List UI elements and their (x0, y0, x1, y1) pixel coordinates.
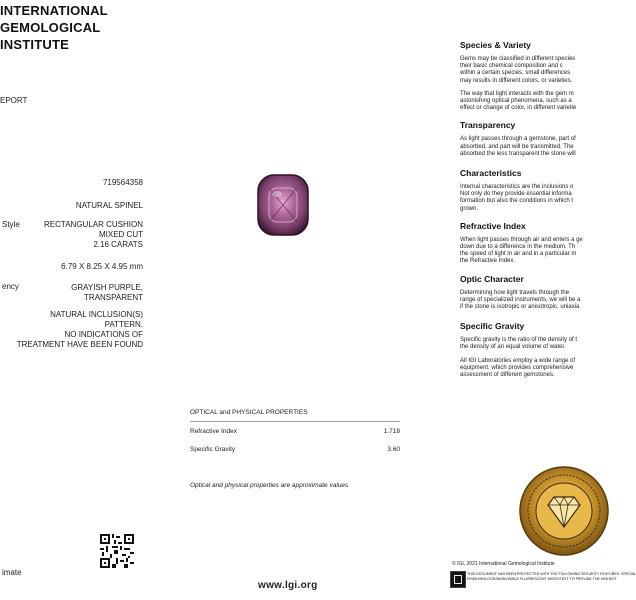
refractive-index-label: Refractive Index (190, 428, 237, 435)
igi-seal-icon (518, 465, 600, 557)
section-line: range of specialized instruments, we will be a (460, 296, 581, 303)
report-label: EPORT (0, 96, 28, 105)
section-line: Internal characteristics are the inclusions o (460, 184, 574, 191)
title-line-2: GEMOLOGICAL (0, 20, 101, 35)
approximate-note: Optical and physical properties are approximate values (190, 482, 349, 489)
qr-code-icon (100, 534, 134, 568)
properties-divider (190, 421, 400, 422)
label-transparency: ency (2, 282, 19, 291)
section-heading: Refractive Index (460, 220, 526, 231)
comment-line-1: NATURAL INCLUSION(S) (50, 310, 143, 319)
section-line: within a certain species, small differences (460, 70, 571, 77)
section-line: Not only do they provide essential informa (460, 191, 572, 198)
comments-value (10, 310, 143, 350)
refractive-index-value: 1.718 (383, 428, 400, 435)
color-value (20, 283, 143, 303)
section-heading: Specific Gravity (460, 321, 525, 332)
section-line: Specific gravity is the ratio of the density of t (460, 337, 578, 344)
section-line: absorbed, and part will be transmitted. The (460, 143, 574, 150)
properties-heading: OPTICAL and PHYSICAL PROPERTIES (190, 409, 308, 416)
section-line: equipment, which provides comprehensive (460, 364, 574, 371)
section-line: the speed of light in air and in a particular m (460, 251, 577, 258)
section-optic-character (460, 274, 600, 312)
section-line: absorbed the less transparent the stone will (460, 150, 576, 157)
section-line: As light passes through a gemstone, part of (460, 136, 576, 143)
section-heading: Species & Variety (460, 40, 531, 50)
shape-line-1: RECTANGULAR CUSHION (44, 220, 143, 229)
section-line: the Refractive Index. (460, 258, 516, 265)
shape-value (20, 220, 143, 240)
security-hologram-icon (450, 571, 466, 588)
comment-line-3: NO INDICATIONS OF (64, 330, 143, 339)
copyright: © IGI, 2021 International Gemological Institute (452, 561, 555, 567)
section-line: formation but also the conditions in which t (460, 198, 574, 205)
section-line: grown. (460, 205, 479, 212)
section-line: Gems may be classified in different species (460, 56, 576, 62)
section-refractive-index (460, 221, 600, 266)
section-line: down due to a difference in the medium. Th (460, 244, 576, 251)
security-fine-print (467, 572, 636, 582)
measurements-value: 6.79 X 8.25 X 4.95 mm (61, 262, 143, 271)
section-line: assessment of different gemstones. (460, 372, 555, 379)
section-line: the density of an equal volume of water. (460, 344, 566, 351)
section-line: The way that light interacts with the gem m (460, 90, 574, 97)
section-heading: Optic Character (460, 273, 524, 284)
section-line: their basic chemical composition and c (460, 63, 563, 70)
title-line-1: INTERNATIONAL (0, 3, 108, 18)
comment-line-4: TREATMENT HAVE BEEN FOUND (16, 340, 143, 349)
label-style: Style (2, 220, 20, 229)
section-heading: Transparency (460, 120, 516, 131)
color-line-1: GRAYISH PURPLE, (71, 283, 143, 292)
institute-title (0, 2, 108, 53)
info-column (460, 40, 600, 379)
shape-line-2: MIXED CUT (99, 230, 143, 239)
section-transparency (460, 120, 600, 158)
section-line: Determining how light travels through the (460, 289, 570, 296)
color-line-2: TRANSPARENT (84, 293, 143, 302)
specific-gravity-label: Specific Gravity (190, 446, 236, 453)
specific-gravity-value: 3.60 (387, 446, 400, 453)
website-url[interactable]: www.lgi.org (258, 580, 318, 591)
label-estimate: imate (2, 568, 22, 577)
section-characteristics (460, 168, 600, 213)
fine-print-line-2: FINISH/HOLOGRAM/INVISIBLE FLUORESCENT MICROTEXT TO PROVIDE THE HIGHEST (467, 577, 617, 581)
section-species-variety (460, 40, 600, 112)
section-line: if the stone is isotropic or anisotropic, uniaxia (460, 304, 580, 311)
comment-line-2: PATTERN. (104, 320, 143, 329)
section-heading: Characteristics (460, 168, 522, 179)
section-line: astonishing optical phenomena, such as a (460, 98, 572, 105)
section-line: When light passes through air and enters a ge (460, 236, 583, 243)
title-line-3: INSTITUTE (0, 37, 69, 52)
fine-print-line-1: THIS DOCUMENT HAS BEEN PROTECTED WITH THE FOLLOWING SECURITY FEATURES: SPECIAL (467, 572, 636, 576)
section-specific-gravity (460, 321, 600, 379)
section-line: effect or change of color, in different varietie (460, 105, 577, 112)
gem-photo (255, 172, 311, 238)
weight-value: 2.16 CARATS (93, 240, 143, 249)
species-value: NATURAL SPINEL (75, 201, 143, 210)
report-number: 719564358 (102, 178, 143, 187)
section-line: may results in different colors, or varieties. (460, 77, 573, 84)
section-line: All IGI Laboratories employ a wide range of (460, 357, 576, 364)
